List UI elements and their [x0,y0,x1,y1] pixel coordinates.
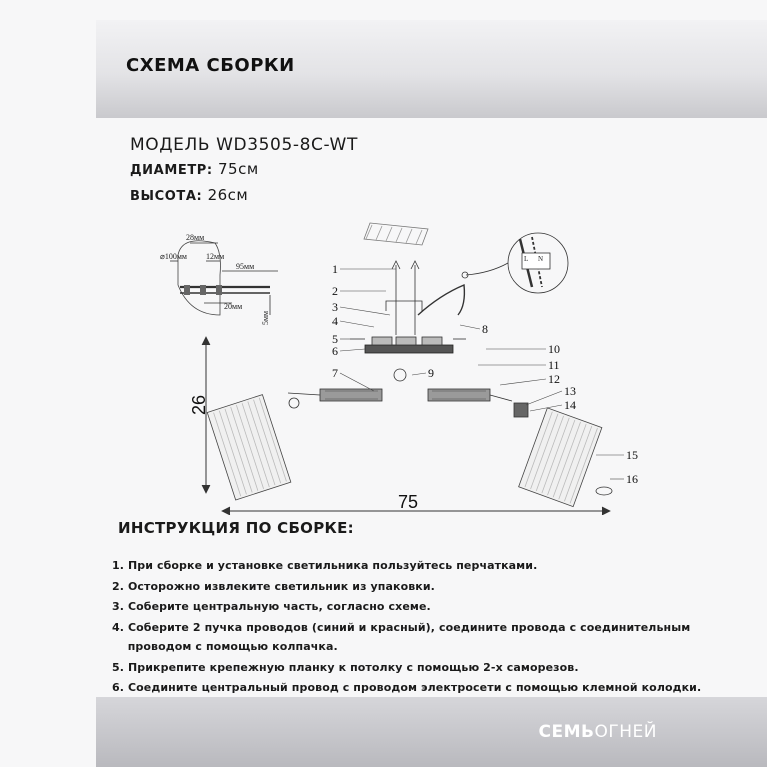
brand-logo [539,722,657,742]
callout-10: 10 [548,342,560,356]
instruction-step-3: 3. Соберите центральную часть, согласно схеме. [112,600,431,613]
callout-1: 1 [332,262,338,276]
mounting-plate-detail [160,233,278,325]
left-arm [288,389,382,408]
callout-3: 3 [332,300,338,314]
diameter-value: 75см [212,160,259,178]
height-row [130,183,358,209]
instruction-step-1: 1. При сборке и установке светильника пользуйтесь перчатками. [112,559,538,572]
height-value: 26см [202,186,249,204]
terminal-block-detail [462,233,568,293]
instruction-step-5: 5. Прикрепите крепежную планку к потолку с помощью 2-х саморезов. [112,660,579,674]
brand-light: ОГНЕЙ [594,722,657,742]
dim-width: 75 [398,492,419,512]
callout-6: 6 [332,344,338,358]
left-shade [207,395,291,500]
diameter-label: ДИАМЕТР: [130,163,213,178]
page-title: СХЕМА СБОРКИ [126,55,295,76]
bulb-cap [596,487,612,495]
specs-block [130,133,358,209]
callout-5: 5 [332,332,338,346]
height-label: ВЫСОТА: [130,189,203,204]
callout-13: 13 [564,384,576,398]
footer-band [96,697,767,767]
dim-28: 28мм [186,233,205,242]
callout-16: 16 [626,472,638,486]
dim-height: 26 [189,394,209,415]
terminal-l: L [524,255,529,263]
dim-12: 12мм [206,252,225,261]
callout-7: 7 [332,366,338,380]
instruction-step-4-cont: проводом с помощью колпачка. [112,640,338,653]
dim-100: ⌀100мм [160,252,187,261]
callout-14: 14 [564,398,576,412]
center-hub [350,261,466,381]
callout-15: 15 [626,448,638,462]
model-label: МОДЕЛЬ WD3505-8C-WT [130,135,358,155]
instruction-step-4: 4. Соберите 2 пучка проводов (синий и красный), соедините провода с соединительным [112,620,691,634]
instruction-step-2: 2. Осторожно извлеките светильник из упаковки. [112,579,435,593]
callout-2: 2 [332,284,338,298]
instructions-title: ИНСТРУКЦИЯ ПО СБОРКЕ: [118,519,354,537]
assembly-diagram [160,215,640,515]
callout-4: 4 [332,314,338,328]
callout-12: 12 [548,372,560,386]
callout-11: 11 [548,358,560,372]
callout-8: 8 [482,322,488,336]
terminal-n: N [538,255,544,263]
dim-20: 20мм [224,302,243,311]
right-arm [428,389,528,417]
right-shade [519,408,602,507]
dim-5: 5мм [261,310,270,325]
instruction-step-6: 6. Соедините центральный провод с проводом электросети с помощью клемной колодки. [112,681,702,694]
ceiling-hatch [364,223,428,245]
diameter-row [130,157,358,183]
dim-95: 95мм [236,262,255,271]
callout-9: 9 [428,366,434,380]
brand-bold: СЕМЬ [538,722,595,742]
instructions-list [112,556,702,698]
